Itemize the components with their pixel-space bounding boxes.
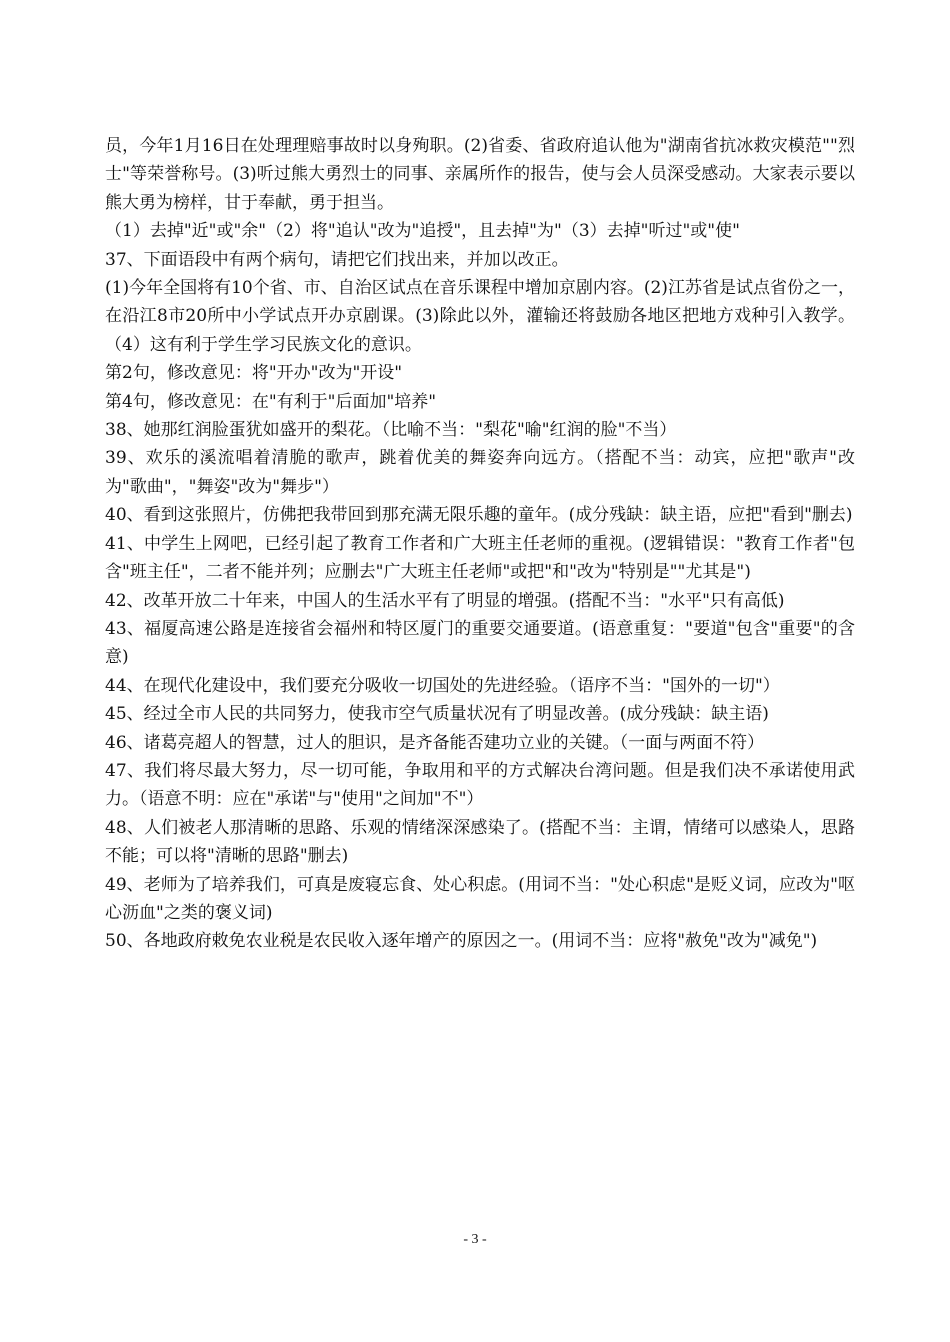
paragraph-item-43: 43、福厦高速公路是连接省会福州和特区厦门的重要交通要道。(语意重复："要道"包含"重要"的含意) — [105, 618, 855, 668]
paragraph-question-37: 37、下面语段中有两个病句，请把它们找出来，并加以改正。 — [105, 249, 569, 270]
paragraph-answer-37-sentence-4: 第4句，修改意见：在"有利于"后面加"培养" — [105, 391, 437, 412]
paragraph-continued-case: 员，今年1月16日在处理理赔事故时以身殉职。(2)省委、省政府追认他为"湖南省抗冰救灾模范""烈士"等荣誉称号。(3)听过熊大勇烈士的同事、亲属所作的报告，使与会人员深受感动。大家表示要以熊大勇为榜样，甘于奉献，勇于担当。 — [105, 136, 855, 213]
paragraph-item-44: 44、在现代化建设中，我们要充分吸收一切国处的先进经验。（语序不当："国外的一切"） — [105, 675, 780, 696]
paragraph-item-38: 38、她那红润脸蛋犹如盛开的梨花。（比喻不当："梨花"喻"红润的脸"不当） — [105, 420, 677, 441]
paragraph-answer-36: （1）去掉"近"或"余"（2）将"追认"改为"追授"，且去掉"为"（3）去掉"听过"或"使" — [105, 221, 740, 242]
paragraph-item-41: 41、中学生上网吧，已经引起了教育工作者和广大班主任老师的重视。(逻辑错误："教育工作者"包含"班主任"，二者不能并列；应删去"广大班主任老师"或把"和"改为"特别是""尤其是") — [105, 533, 855, 583]
paragraph-item-49: 49、老师为了培养我们，可真是废寝忘食、处心积虑。(用词不当："处心积虑"是贬义词，应改为"呕心沥血"之类的褒义词) — [105, 874, 855, 923]
paragraph-item-48: 48、人们被老人那清晰的思路、乐观的情绪深深感染了。(搭配不当：主谓，情绪可以感染人，思路不能；可以将"清晰的思路"删去) — [105, 817, 855, 867]
paragraph-item-45: 45、经过全市人民的共同努力，使我市空气质量状况有了明显改善。(成分残缺：缺主语) — [105, 704, 769, 725]
paragraph-answer-37-sentence-2: 第2句，修改意见：将"开办"改为"开设" — [105, 363, 403, 384]
paragraph-item-42: 42、改革开放二十年来，中国人的生活水平有了明显的增强。(搭配不当："水平"只有高低) — [105, 590, 785, 611]
page-number: - 3 - — [463, 1232, 487, 1247]
document-body — [105, 132, 855, 956]
paragraph-item-39: 39、欢乐的溪流唱着清脆的歌声，跳着优美的舞姿奔向远方。（搭配不当：动宾，应把"歌声"改为"歌曲"，"舞姿"改为"舞步"） — [105, 448, 855, 497]
paragraph-item-46: 46、诸葛亮超人的智慧，过人的胆识，是齐备能否建功立业的关键。（一面与两面不符） — [105, 732, 765, 753]
paragraph-item-50: 50、各地政府敕免农业税是农民收入逐年增产的原因之一。(用词不当：应将"赦免"改为"减免") — [105, 931, 818, 952]
paragraph-item-40: 40、看到这张照片，仿佛把我带回到那充满无限乐趣的童年。(成分残缺：缺主语，应把"看到"删去) — [105, 505, 853, 526]
paragraph-item-47: 47、我们将尽最大努力，尽一切可能，争取用和平的方式解决台湾问题。但是我们决不承诺使用武力。（语意不明：应在"承诺"与"使用"之间加"不"） — [105, 760, 855, 810]
paragraph-question-37-text: (1)今年全国将有10个省、市、自治区试点在音乐课程中增加京剧内容。(2)江苏省是试点省份之一，在沿江8市20所中小学试点开办京剧课。(3)除此以外，灌输还将鼓励各地区把地方戏种引入教学。（4）这有利于学生学习民族文化的意识。 — [105, 278, 855, 355]
